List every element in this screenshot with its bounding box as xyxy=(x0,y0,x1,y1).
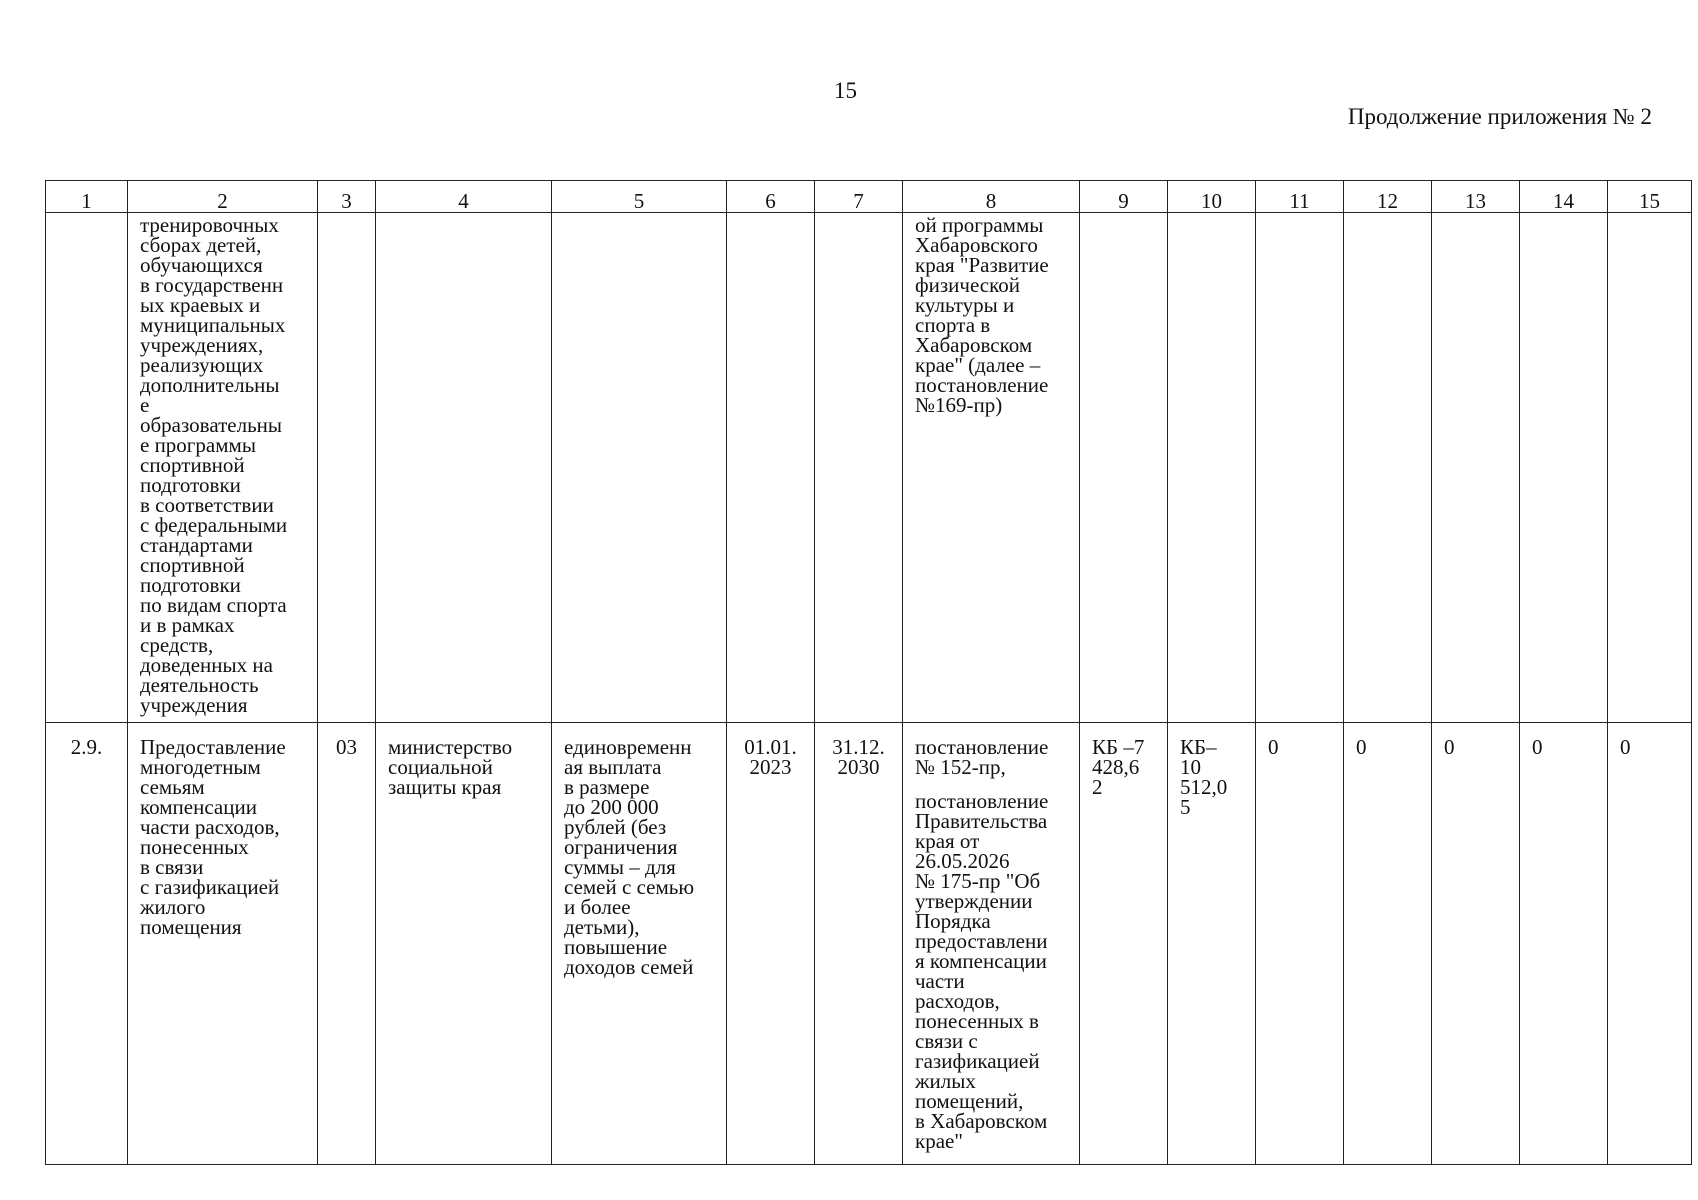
column-header: 2 xyxy=(128,181,318,213)
value-col13: 0 xyxy=(1444,735,1455,759)
column-header: 8 xyxy=(903,181,1080,213)
cell-number xyxy=(46,213,128,723)
cell-col14 xyxy=(1520,723,1608,1165)
cell-col9 xyxy=(1080,723,1168,1165)
cell-executor xyxy=(376,213,552,723)
value-col12: 0 xyxy=(1356,735,1367,759)
cell-number xyxy=(46,723,128,1165)
cell-measure-name xyxy=(128,213,318,723)
header-row xyxy=(46,181,1692,213)
column-header: 13 xyxy=(1432,181,1520,213)
cell-end-date xyxy=(815,213,903,723)
column-header: 11 xyxy=(1256,181,1344,213)
table-row-2-9 xyxy=(46,723,1692,1165)
measure-text: тренировочных сборах детей, обучающихся в государственн ых краевых и муниципальных учреждениях, реализующих дополнительны е образовательны е программы спортивной подготовки в соответствии с федеральными стандартами спортивной подготовки по видам спорта и в рамках средств, доведенных на деятельность учреждения xyxy=(140,213,288,717)
cell-col11 xyxy=(1256,723,1344,1165)
legal-basis-text: ой программы Хабаровского края "Развитие физической культуры и спорта в Хабаровском крае" (далее – постановление №169-пр) xyxy=(915,213,1049,417)
cell-legal-basis xyxy=(903,723,1080,1165)
cell-col13 xyxy=(1432,213,1520,723)
column-header: 6 xyxy=(727,181,815,213)
value-col14: 0 xyxy=(1532,735,1543,759)
cell-code xyxy=(318,213,376,723)
table-row-continued xyxy=(46,213,1692,723)
cell-description xyxy=(552,213,727,723)
cell-code xyxy=(318,723,376,1165)
column-header: 7 xyxy=(815,181,903,213)
value-col11: 0 xyxy=(1268,735,1279,759)
legal-basis-text-2: постановление Правительства края от 26.05.2026 № 175-пр "Об утверждении Порядка предоставлени я компенсации части расходов, понесенных в связи с газификацией жилых помещений, в Хабаровском крае" xyxy=(915,789,1049,1153)
cell-col12 xyxy=(1344,723,1432,1165)
code-text: 03 xyxy=(336,735,357,759)
column-header: 14 xyxy=(1520,181,1608,213)
funding-kb-1: КБ –7 428,6 2 xyxy=(1092,735,1145,799)
program-table xyxy=(45,180,1692,1165)
cell-executor xyxy=(376,723,552,1165)
column-header: 4 xyxy=(376,181,552,213)
column-header: 10 xyxy=(1168,181,1256,213)
end-date-text: 31.12. 2030 xyxy=(832,735,885,779)
funding-kb-2: КБ– 10 512,0 5 xyxy=(1180,735,1228,819)
cell-col14 xyxy=(1520,213,1608,723)
cell-col15 xyxy=(1608,213,1692,723)
column-header: 15 xyxy=(1608,181,1692,213)
cell-legal-basis xyxy=(903,213,1080,723)
measure-text: Предоставление многодетным семьям компенсации части расходов, понесенных в связи с газификацией жилого помещения xyxy=(140,735,286,939)
cell-start-date xyxy=(727,213,815,723)
cell-start-date xyxy=(727,723,815,1165)
column-header: 9 xyxy=(1080,181,1168,213)
executor-text: министерство социальной защиты края xyxy=(388,735,513,799)
cell-col9 xyxy=(1080,213,1168,723)
description-text: единовременн ая выплата в размере до 200 000 рублей (без ограничения суммы – для семей с семью и более детьми), повышение доходов семей xyxy=(564,735,695,979)
cell-col10 xyxy=(1168,723,1256,1165)
appendix-note: Продолжение приложения № 2 xyxy=(1347,104,1652,129)
cell-col13 xyxy=(1432,723,1520,1165)
cell-measure-name xyxy=(128,723,318,1165)
cell-col10 xyxy=(1168,213,1256,723)
page-number: 15 xyxy=(834,78,857,103)
row-number: 2.9. xyxy=(70,735,103,759)
column-header: 12 xyxy=(1344,181,1432,213)
column-header: 5 xyxy=(552,181,727,213)
start-date-text: 01.01. 2023 xyxy=(744,735,797,779)
cell-end-date xyxy=(815,723,903,1165)
column-header: 1 xyxy=(46,181,128,213)
value-col15: 0 xyxy=(1620,735,1631,759)
cell-col15 xyxy=(1608,723,1692,1165)
legal-basis-text-1: постановление № 152-пр, xyxy=(915,735,1049,779)
cell-description xyxy=(552,723,727,1165)
cell-col12 xyxy=(1344,213,1432,723)
cell-col11 xyxy=(1256,213,1344,723)
column-header: 3 xyxy=(318,181,376,213)
